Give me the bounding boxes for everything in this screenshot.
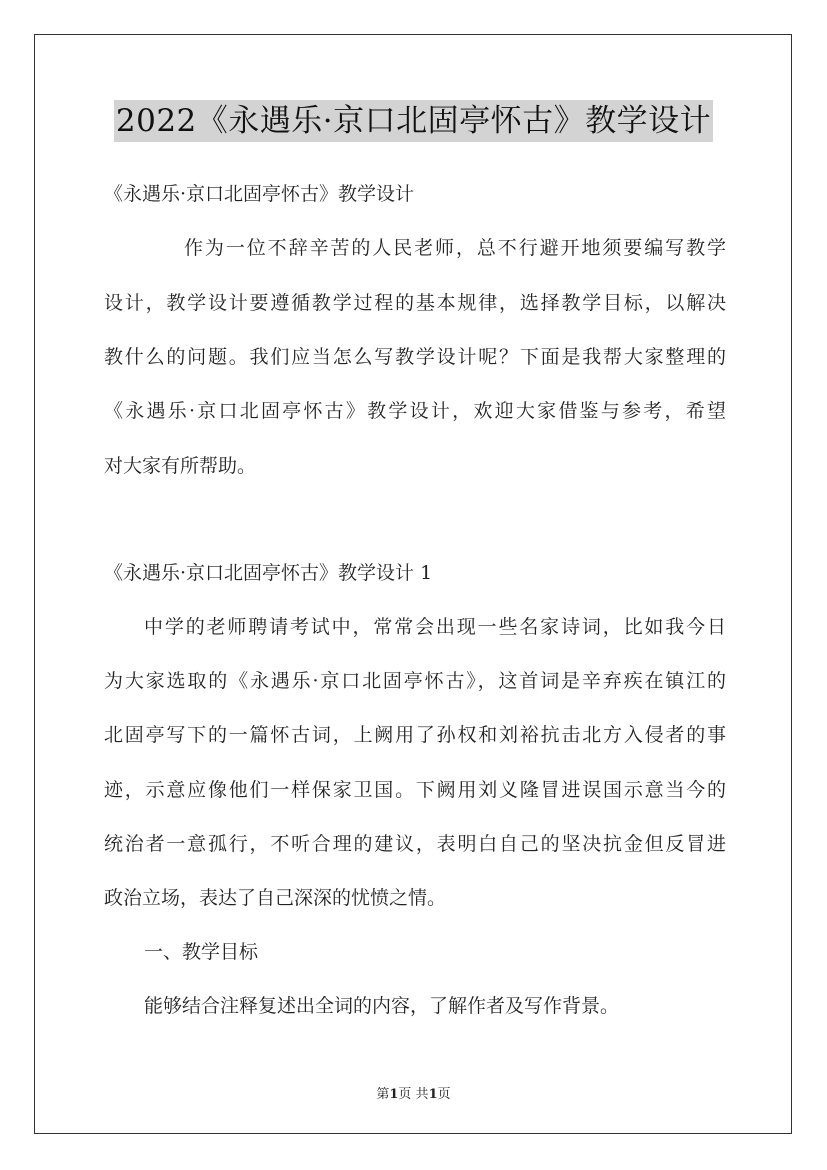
title-container [0,100,827,142]
goal-text: 能够结合注释复述出全词的内容，了解作者及写作背景。 [144,995,620,1017]
para1-line-6: 政治立场，表达了自己深深的忧愤之情。 [104,887,447,909]
intro-line-2: 设计，教学设计要遵循教学过程的基本规律，选择教学目标，以解决 [104,292,726,314]
footer-page-current: 1 [389,1087,399,1102]
page-footer [0,1083,827,1102]
para1-line-5: 统治者一意孤行，不听合理的建议，表明白自己的坚决抗金但反冒进 [104,833,726,855]
document-title: 2022《永遇乐·京口北固亭怀古》教学设计 [114,100,713,142]
section-heading: 《永遇乐·京口北固亭怀古》教学设计 1 [104,562,433,584]
footer-mid: 页 共 [398,1087,429,1102]
para1-line-1: 中学的老师聘请考试中，常常会出现一些名家诗词，比如我今日 [144,616,726,638]
intro-line-1: 作为一位不辞辛苦的人民老师，总不行避开地须要编写教学 [184,237,726,259]
goal-heading: 一、教学目标 [144,941,259,963]
intro-line-3: 教什么的问题。我们应当怎么写教学设计呢？下面是我帮大家整理的 [104,346,726,368]
footer-page-total: 1 [428,1087,438,1102]
para1-line-4: 迹，示意应像他们一样保家卫国。下阙用刘义隆冒进误国示意当今的 [104,779,726,801]
footer-suffix: 页 [437,1087,451,1102]
para1-line-2: 为大家选取的《永遇乐·京口北固亭怀古》，这首词是辛弃疾在镇江的 [104,670,726,692]
intro-line-4: 《永遇乐·京口北固亭怀古》教学设计，欢迎大家借鉴与参考，希望 [104,400,726,422]
document-subtitle: 《永遇乐·京口北固亭怀古》教学设计 [104,183,415,205]
intro-line-5: 对大家有所帮助。 [104,455,257,477]
footer-prefix: 第 [376,1087,390,1102]
para1-line-3: 北固亭写下的一篇怀古词，上阙用了孙权和刘裕抗击北方入侵者的事 [104,724,726,746]
